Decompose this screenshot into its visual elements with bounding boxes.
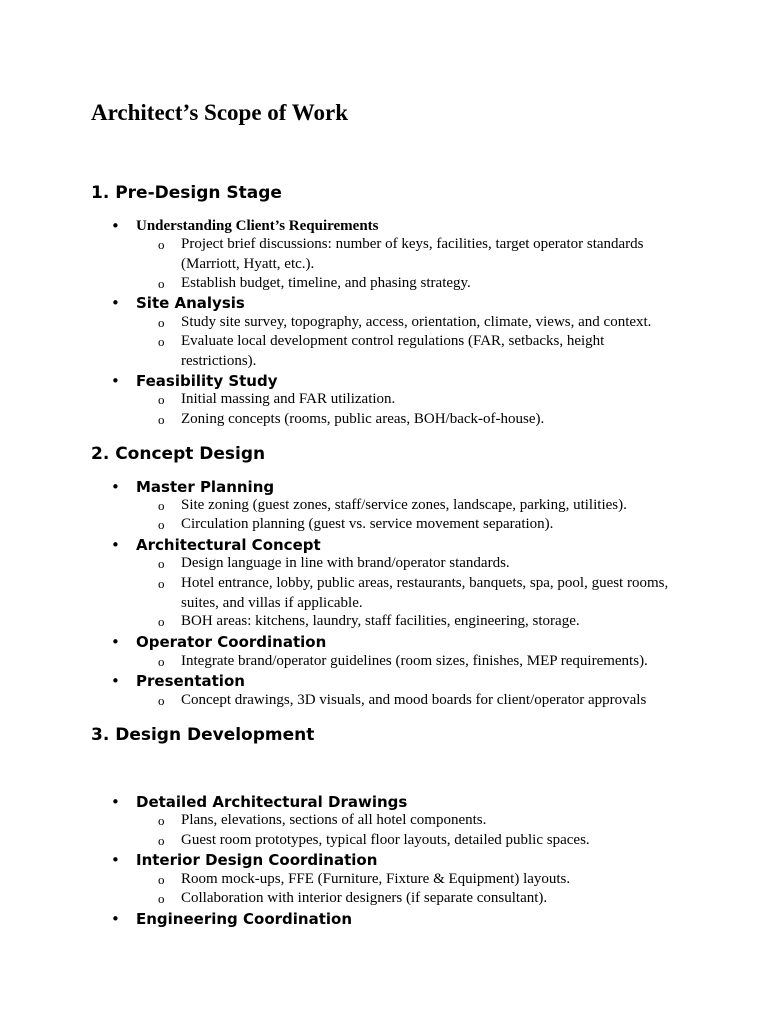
sub-bullet-marker: o	[158, 556, 165, 571]
sub-bullet-marker: o	[158, 392, 165, 407]
topic-interior-design-coordination: Interior Design Coordination	[136, 851, 378, 869]
list-item: Study site survey, topography, access, orientation, climate, views, and context.	[181, 314, 652, 330]
sub-bullet-marker: o	[158, 498, 165, 513]
bullet-marker: •	[111, 633, 120, 651]
bullet-marker: •	[111, 851, 120, 869]
bullet-marker: •	[111, 372, 120, 390]
sub-bullet-marker: o	[158, 614, 165, 629]
list-item: Guest room prototypes, typical floor layouts, detailed public spaces.	[181, 832, 590, 848]
list-item: Zoning concepts (rooms, public areas, BOH/back-of-house).	[181, 411, 545, 427]
section-heading-concept-design: 2. Concept Design	[91, 444, 266, 464]
sub-bullet-marker: o	[158, 813, 165, 828]
list-item: Project brief discussions: number of keys, facilities, target operator standards (Marriott, Hyatt, etc.).	[181, 236, 644, 272]
topic-operator-coordination: Operator Coordination	[136, 633, 327, 651]
list-item: Establish budget, timeline, and phasing strategy.	[181, 275, 471, 291]
bullet-marker: •	[111, 217, 120, 235]
list-item: Concept drawings, 3D visuals, and mood boards for client/operator approvals	[181, 692, 647, 708]
sub-bullet-marker: o	[158, 334, 165, 349]
sub-bullet-marker: o	[158, 412, 165, 427]
bullet-marker: •	[111, 536, 120, 554]
topic-detailed-architectural-drawings: Detailed Architectural Drawings	[136, 793, 408, 811]
list-item: Room mock-ups, FFE (Furniture, Fixture & Equipment) layouts.	[181, 871, 571, 887]
topic-site-analysis: Site Analysis	[136, 294, 245, 312]
sub-bullet-marker: o	[158, 833, 165, 848]
topic-presentation: Presentation	[136, 672, 245, 690]
sub-bullet-marker: o	[158, 654, 165, 669]
topic-master-planning: Master Planning	[136, 478, 275, 496]
topic-understanding-client-requirements: Understanding Client’s Requirements	[136, 218, 379, 234]
bullet-marker: •	[111, 478, 120, 496]
section-heading-pre-design: 1. Pre-Design Stage	[91, 183, 282, 203]
bullet-marker: •	[111, 294, 120, 312]
sub-bullet-marker: o	[158, 276, 165, 291]
sub-bullet-marker: o	[158, 693, 165, 708]
list-item: BOH areas: kitchens, laundry, staff facilities, engineering, storage.	[181, 613, 580, 629]
list-item: Initial massing and FAR utilization.	[181, 391, 396, 407]
bullet-marker: •	[111, 910, 120, 928]
topic-feasibility-study: Feasibility Study	[136, 372, 278, 390]
bullet-marker: •	[111, 793, 120, 811]
list-item: Plans, elevations, sections of all hotel components.	[181, 812, 487, 828]
topic-architectural-concept: Architectural Concept	[136, 536, 321, 554]
list-item: Circulation planning (guest vs. service movement separation).	[181, 516, 554, 532]
section-heading-design-development: 3. Design Development	[91, 725, 315, 745]
sub-bullet-marker: o	[158, 891, 165, 906]
list-item: Design language in line with brand/operator standards.	[181, 555, 510, 571]
list-item: Collaboration with interior designers (if separate consultant).	[181, 890, 548, 906]
sub-bullet-marker: o	[158, 872, 165, 887]
bullet-marker: •	[111, 672, 120, 690]
list-item: Site zoning (guest zones, staff/service zones, landscape, parking, utilities).	[181, 497, 627, 513]
sub-bullet-marker: o	[158, 517, 165, 532]
sub-bullet-marker: o	[158, 237, 165, 252]
document-title: Architect’s Scope of Work	[91, 100, 349, 125]
sub-bullet-marker: o	[158, 576, 165, 591]
list-item: Evaluate local development control regulations (FAR, setbacks, height restrictions).	[181, 333, 605, 369]
list-item: Integrate brand/operator guidelines (room sizes, finishes, MEP requirements).	[181, 653, 648, 669]
sub-bullet-marker: o	[158, 315, 165, 330]
list-item: Hotel entrance, lobby, public areas, restaurants, banquets, spa, pool, guest rooms, suites, and villas if applicable.	[181, 575, 669, 611]
topic-engineering-coordination: Engineering Coordination	[136, 910, 352, 928]
